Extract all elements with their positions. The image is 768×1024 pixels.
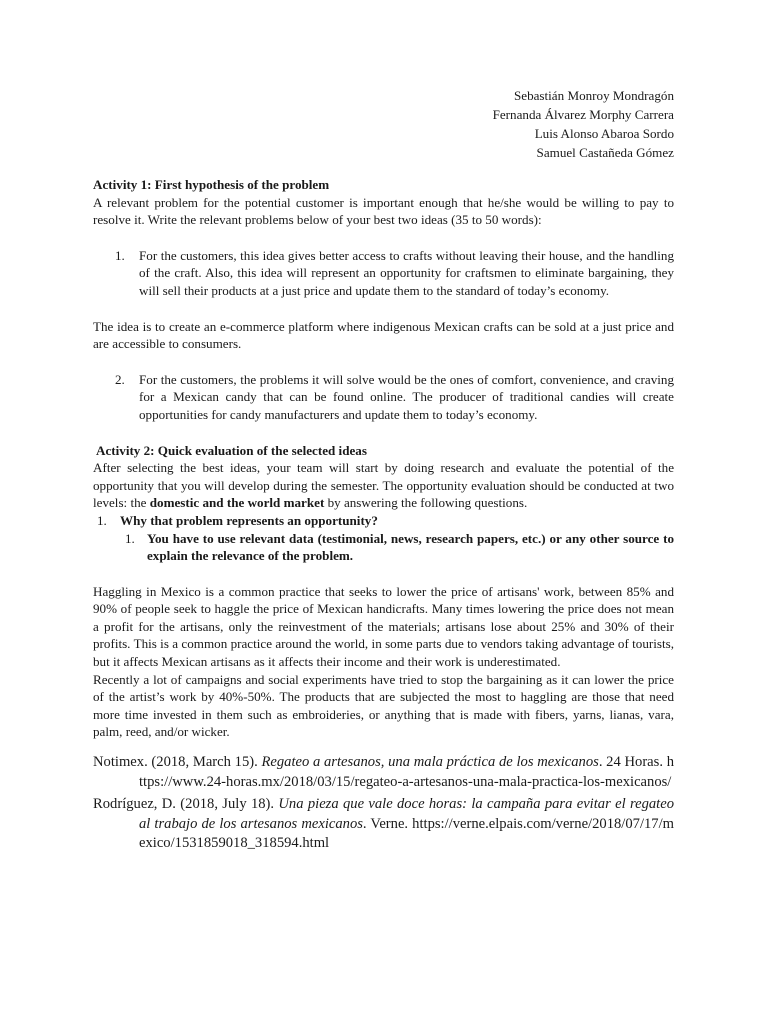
idea-item-2 <box>93 371 674 424</box>
question-1 <box>93 512 674 530</box>
reference-url[interactable]: https://www.24-horas.mx/2018/03/15/regateo-a-artesanos-una-mala-practica-los-mexicanos/ <box>139 754 674 790</box>
author-list <box>93 86 674 162</box>
idea-item-text: For the customers, this idea gives better access to crafts without leaving their house, and the handling of the craft. Also, this idea will represent an opportunity for craftsmen to eliminate bargaining, they will sell their products at a just price and update them to the standard of today’s economy. <box>139 247 674 298</box>
idea-description: The idea is to create an e-commerce platform where indigenous Mexican crafts can be sold at a just price and are accessible to consumers. <box>93 318 674 352</box>
idea-item-1 <box>93 247 674 300</box>
reference-source: . Verne. <box>362 815 413 832</box>
author-name: Sebastián Monroy Mondragón <box>513 88 674 103</box>
reference-author: Rodríguez, D. (2018, July 18). <box>93 796 279 813</box>
answer-paragraph-1: Haggling in Mexico is a common practice that seeks to lower the price of artisans' work, between 85% and 90% of people seek to haggle the price of Mexican handicrafts. Many times lowering the price does not mean a profit for the artisans, only the reinvestment of the materials; artisans lose about 25% and 30% of their profits. This is a common practice around the world, in some parts due to vendors taking advantage of tourists, but it affects Mexican artisans as it affects their income and their work is underestimated. <box>93 583 674 670</box>
reference-source: . 24 Horas. <box>598 754 667 771</box>
idea-item-text: For the customers, the problems it will solve would be the ones of comfort, convenience, and craving for a Mexican candy that can be found online. The producer of traditional candies will create opportunities for candy manufacturers and update them to today’s economy. <box>139 371 674 422</box>
list-number: 1. <box>115 247 125 263</box>
question-1-sub <box>93 530 674 565</box>
reference-1 <box>93 753 674 792</box>
document-page <box>93 86 674 854</box>
reference-title: Una pieza que vale doce horas: la campaña para evitar el regateo al trabajo de los artesanos mexicanos <box>139 796 674 832</box>
author-name: Fernanda Álvarez Morphy Carrera <box>492 107 674 122</box>
question-text: Why that problem represents an opportunity? <box>120 512 378 528</box>
activity1-intro: A relevant problem for the potential customer is important enough that he/she would be willing to pay to resolve it. Write the relevant problems below of your best two ideas (35 to 50 words): <box>93 194 674 228</box>
list-number: 2. <box>115 371 125 387</box>
answer-paragraph-2: Recently a lot of campaigns and social experiments have tried to stop the bargaining as it can lower the price of the artist’s work by 40%-50%. The products that are subjected the most to haggling are those that need more time invested in them such as embroideries, or anything that is made with fibers, yarns, lianas, vara, palm, reed, and/or wicker. <box>93 671 674 740</box>
intro-text: After selecting the best ideas, your team will start by doing research and evaluate the potential of the opportunity that you will develop during the semester. The opportunity evaluation should be conducted at two levels: the <box>93 460 674 511</box>
reference-title: Regateo a artesanos, una mala práctica de los mexicanos <box>261 754 599 771</box>
list-number: 1. <box>97 512 107 528</box>
activity2-heading: Activity 2: Quick evaluation of the selected ideas <box>96 442 367 458</box>
intro-emphasis: domestic and the world market <box>149 495 325 511</box>
reference-author: Notimex. (2018, March 15). <box>93 754 262 771</box>
author-name: Luis Alonso Abaroa Sordo <box>534 126 674 141</box>
author-name: Samuel Castañeda Gómez <box>536 145 674 160</box>
reference-url[interactable]: https://verne.elpais.com/verne/2018/07/17/mexico/1531859018_318594.html <box>139 815 674 852</box>
activity1-heading: Activity 1: First hypothesis of the problem <box>93 177 330 192</box>
list-number: 1. <box>125 530 135 546</box>
intro-text: by answering the following questions. <box>324 495 528 511</box>
question-text: You have to use relevant data (testimonial, news, research papers, etc.) or any other source to explain the relevance of the problem. <box>147 530 674 564</box>
reference-2 <box>93 795 674 854</box>
activity2-intro <box>93 459 674 512</box>
